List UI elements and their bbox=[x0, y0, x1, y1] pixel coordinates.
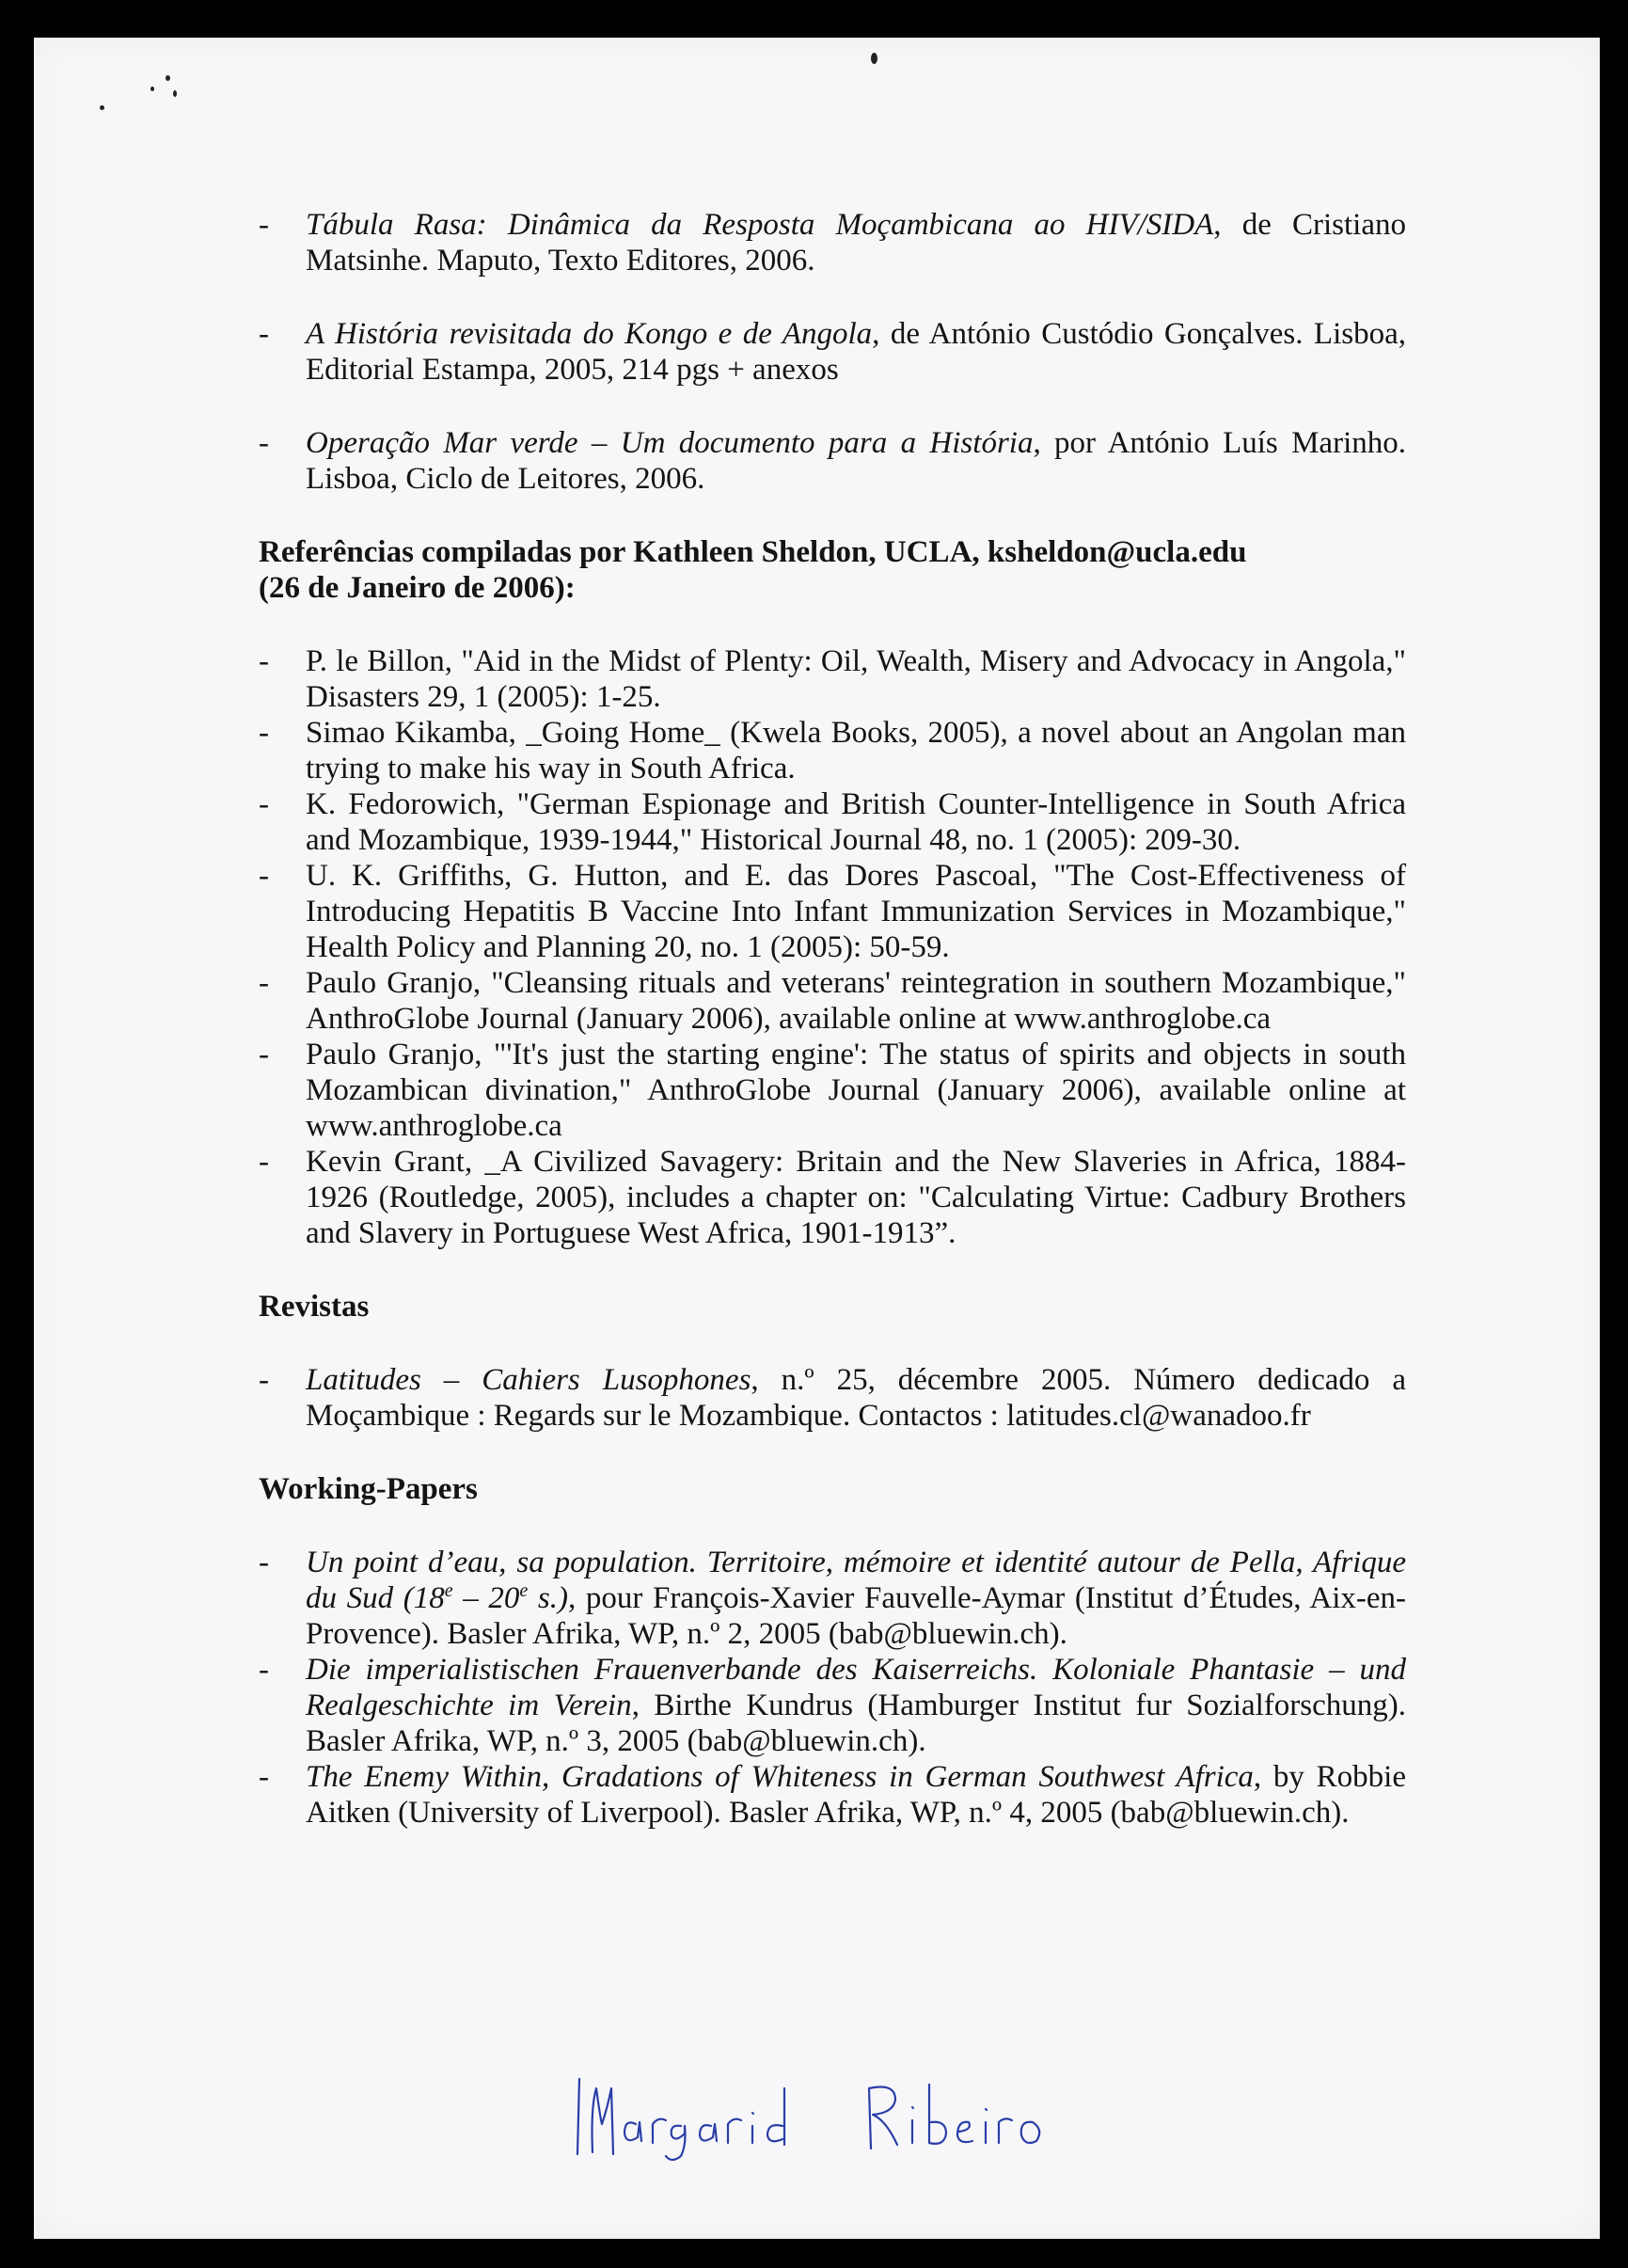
references-heading bbox=[259, 534, 1406, 606]
book-details: , de Cristiano Matsinhe. Maputo, Texto Editores, 2006. bbox=[306, 208, 1406, 278]
working-paper-details: pour François-Xavier Fauvelle-Aymar (Institut d’Études, Aix-en-Provence). Basler Afrika, WP, n.º 2, 2005 (bab@bluewin.ch). bbox=[306, 1581, 1406, 1651]
reference-item bbox=[259, 643, 1406, 715]
handwritten-signature bbox=[570, 2051, 1097, 2173]
reference-item bbox=[259, 1037, 1406, 1144]
reference-item bbox=[259, 965, 1406, 1037]
book-item bbox=[259, 316, 1406, 388]
list-dash: - bbox=[259, 859, 269, 893]
working-paper-title: The Enemy Within, Gradations of Whiteness in German Southwest Africa bbox=[306, 1760, 1254, 1794]
list-dash: - bbox=[259, 716, 269, 750]
reference-text: Paulo Granjo, "Cleansing rituals and veterans' reintegration in southern Mozambique," AnthroGlobe Journal (January 2006), available online at www.anthroglobe.ca bbox=[306, 966, 1406, 1036]
book-item bbox=[259, 425, 1406, 497]
list-dash: - bbox=[259, 208, 269, 242]
list-dash: - bbox=[259, 644, 269, 678]
reference-item bbox=[259, 1144, 1406, 1251]
reference-item bbox=[259, 858, 1406, 965]
list-dash: - bbox=[259, 317, 269, 351]
list-dash: - bbox=[259, 426, 269, 460]
working-paper-title: Die imperialistischen Frauenverbande des Kaiserreichs. Koloniale Phantasie – und Realgeschichte im Verein bbox=[306, 1653, 1406, 1722]
paper-speck bbox=[871, 53, 877, 64]
reference-text: Kevin Grant, _A Civilized Savagery: Britain and the New Slaveries in Africa, 1884-1926 (Routledge, 2005), includes a chapter on: "Calculating Virtue: Cadbury Brothers and Slavery in Portuguese West Africa, 1901-1913”. bbox=[306, 1145, 1406, 1250]
working-paper-item bbox=[259, 1652, 1406, 1759]
working-paper-details: , Birthe Kundrus (Hamburger Institut fur Sozialforschung). Basler Afrika, WP, n.º 3, 2005 (bab@bluewin.ch). bbox=[306, 1689, 1406, 1758]
list-dash: - bbox=[259, 1363, 269, 1397]
reference-text: U. K. Griffiths, G. Hutton, and E. das Dores Pascoal, "The Cost-Effectiveness of Introducing Hepatitis B Vaccine Into Infant Immunization Services in Mozambique," Health Policy and Planning 20, no. 1 (2005): 50-59. bbox=[306, 859, 1406, 964]
book-details: , por António Luís Marinho. Lisboa, Ciclo de Leitores, 2006. bbox=[306, 426, 1406, 496]
reference-text: Paulo Granjo, "'It's just the starting engine': The status of spirits and objects in south Mozambican divination," AnthroGlobe Journal (January 2006), available online at www.anthroglobe.ca bbox=[306, 1038, 1406, 1143]
book-details: , de António Custódio Gonçalves. Lisboa, Editorial Estampa, 2005, 214 pgs + anexos bbox=[306, 317, 1406, 387]
book-title: A História revisitada do Kongo e de Angola bbox=[306, 317, 873, 351]
reference-text: P. le Billon, "Aid in the Midst of Plenty: Oil, Wealth, Misery and Advocacy in Angola," Disasters 29, 1 (2005): 1-25. bbox=[306, 644, 1406, 714]
list-dash: - bbox=[259, 1145, 269, 1179]
revista-title: Latitudes – Cahiers Lusophones bbox=[306, 1363, 751, 1397]
reference-text: Simao Kikamba, _Going Home_ (Kwela Books, 2005), a novel about an Angolan man trying to make his way in South Africa. bbox=[306, 716, 1406, 785]
working-paper-title: Un point d’eau, sa population. Territoire, mémoire et identité autour de Pella, Afrique du Sud (18e – 20e s.), bbox=[306, 1546, 1406, 1615]
revistas-heading: Revistas bbox=[259, 1290, 370, 1324]
list-dash: - bbox=[259, 1760, 269, 1794]
working-paper-item bbox=[259, 1759, 1406, 1831]
document-body bbox=[259, 207, 1406, 1831]
paper-speck bbox=[173, 90, 177, 97]
reference-text: K. Fedorowich, "German Espionage and British Counter-Intelligence in South Africa and Mozambique, 1939-1944," Historical Journal 48, no. 1 (2005): 209-30. bbox=[306, 787, 1406, 857]
working-papers-heading: Working-Papers bbox=[259, 1472, 478, 1506]
revista-details: , n.º 25, décembre 2005. Número dedicado a Moçambique : Regards sur le Mozambique. Contactos : latitudes.cl@wanadoo.fr bbox=[306, 1363, 1406, 1433]
list-dash: - bbox=[259, 1653, 269, 1687]
paper-speck bbox=[100, 105, 104, 110]
working-paper-details: , by Robbie Aitken (University of Liverpool). Basler Afrika, WP, n.º 4, 2005 (bab@bluewin.ch). bbox=[306, 1760, 1406, 1830]
list-dash: - bbox=[259, 966, 269, 1000]
reference-item bbox=[259, 715, 1406, 786]
book-title: Operação Mar verde – Um documento para a História bbox=[306, 426, 1034, 460]
list-dash: - bbox=[259, 1038, 269, 1071]
document-page bbox=[34, 38, 1600, 2239]
references-heading-line1: Referências compiladas por Kathleen Sheldon, UCLA, ksheldon@ucla.edu bbox=[259, 535, 1247, 569]
reference-item bbox=[259, 786, 1406, 858]
references-heading-line2: (26 de Janeiro de 2006): bbox=[259, 571, 576, 605]
book-item bbox=[259, 207, 1406, 278]
paper-speck bbox=[150, 87, 154, 91]
working-paper-item bbox=[259, 1545, 1406, 1652]
revista-item bbox=[259, 1362, 1406, 1434]
list-dash: - bbox=[259, 1546, 269, 1579]
list-dash: - bbox=[259, 787, 269, 821]
paper-speck bbox=[166, 75, 170, 81]
book-title: Tábula Rasa: Dinâmica da Resposta Moçambicana ao HIV/SIDA bbox=[306, 208, 1214, 242]
